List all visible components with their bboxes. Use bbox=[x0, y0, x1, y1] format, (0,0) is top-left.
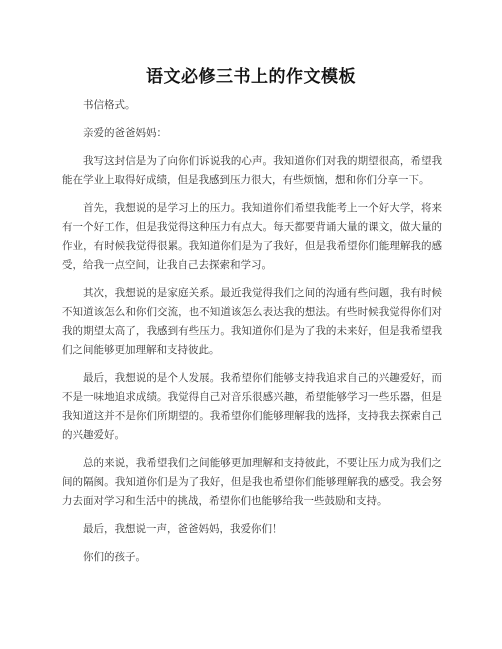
paragraph-signature: 你们的孩子。 bbox=[83, 551, 146, 563]
document-body bbox=[62, 96, 442, 576]
paragraph-summary: 总的来说，我希望我们之间能够更加理解和支持彼此，不要让压力成为我们之间的隔阂。我知道你们是为了我好，但是我也希望你们能够理解我的感受。我会努力去面对学习和生活中的挑战，希望你们也能够给我一些鼓励和支持。 bbox=[62, 457, 442, 507]
paragraph-personal-development: 最后，我想说的是个人发展。我希望你们能够支持我追求自己的兴趣爱好，而不是一味地追求成绩。我觉得自己对音乐很感兴趣，希望能够学习一些乐器，但是我知道这并不是你们所期望的。我希望你们能够理解我的选择，支持我去探索自己的兴趣爱好。 bbox=[62, 372, 442, 441]
document-title: 语文必修三书上的作文模板 bbox=[146, 67, 356, 87]
paragraph-family-relations: 其次，我想说的是家庭关系。最近我觉得我们之间的沟通有些问题，我有时候不知道该怎么和你们交流，也不知道该怎么表达我的想法。有些时候我觉得你们对我的期望太高了，我感到有些压力。我知道你们是为了我的未来好，但是我希望我们之间能够更加理解和支持彼此。 bbox=[62, 287, 442, 356]
paragraph-closing: 最后，我想说一声，爸爸妈妈，我爱你们！ bbox=[83, 523, 283, 535]
paragraph-study-pressure: 首先，我想说的是学习上的压力。我知道你们希望我能考上一个好大学，将来有一个好工作，但是我觉得这种压力有点大。每天都要背诵大量的课文，做大量的作业，有时候我觉得很累。我知道你们是为了我好，但是我希望你们能理解我的感受，给我一点空间，让我自己去探索和学习。 bbox=[62, 202, 442, 271]
paragraph-intro: 我写这封信是为了向你们诉说我的心声。我知道你们对我的期望很高，希望我能在学业上取得好成绩，但是我感到压力很大，有些烦恼，想和你们分享一下。 bbox=[62, 155, 442, 186]
paragraph-salutation: 亲爱的爸爸妈妈： bbox=[83, 127, 167, 139]
paragraph-format-note: 书信格式。 bbox=[83, 99, 136, 111]
